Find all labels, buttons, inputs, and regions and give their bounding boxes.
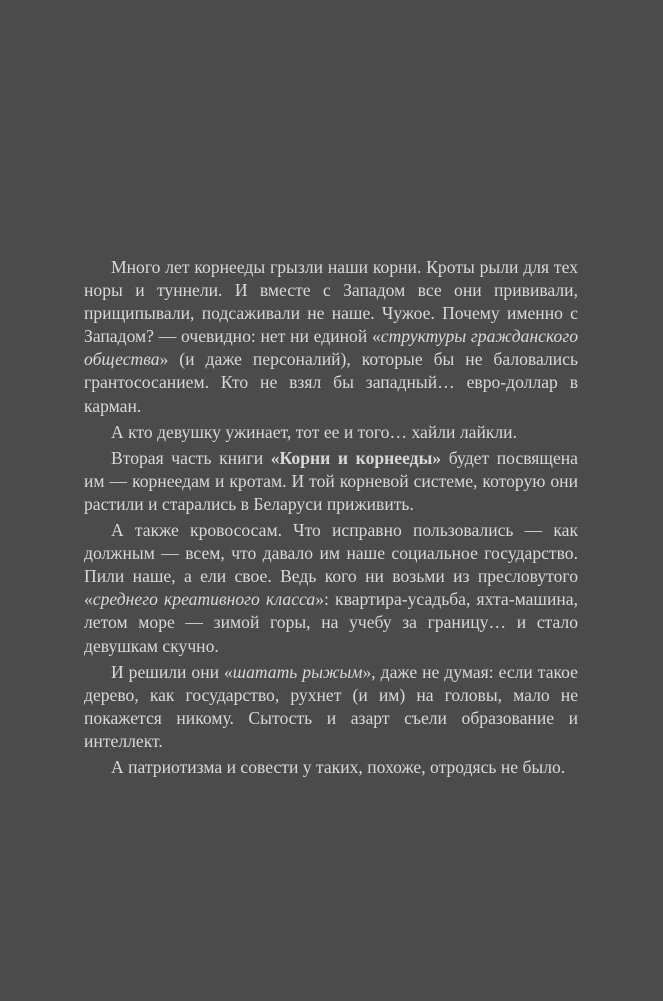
paragraph-text: Много лет корнееды грызли наши корни. Кроты рыли для тех норы и туннели. И вместе с Западом все они прививали, прищипывали, подсаживали не наше. Чужое. Почему именно с Западом? — очевидно: нет ни единой « [84, 257, 578, 347]
paragraph-6 [84, 756, 578, 779]
paragraph-5 [84, 661, 578, 753]
paragraph-1 [84, 256, 578, 418]
book-title-bold: «Корни и корнееды» [270, 447, 442, 468]
paragraph-text: И решили они « [111, 661, 233, 682]
paragraph-text: А также кровососам. Что исправно пользовались — как должным — всем, что давало им наше социальное государство. Пили наше, а ели свое. Ведь кого ни возьми из пресловутого « [84, 520, 578, 610]
paragraph-4 [84, 519, 578, 658]
italic-phrase: структуры гражданского общества [84, 326, 579, 370]
paragraph-text: » (и даже персоналий), которые бы не баловались грантососанием. Кто не взял бы западный… евро-доллар в карман. [84, 349, 578, 416]
italic-phrase: среднего креативного класса [92, 589, 316, 610]
paragraph-3 [84, 447, 578, 516]
italic-phrase: шатать рыжым [232, 661, 363, 682]
text-block [84, 256, 578, 782]
paragraph-text: Вторая часть книги [111, 447, 271, 468]
paragraph-text: А кто девушку ужинает, тот ее и того… хайли лайкли. [111, 421, 517, 442]
paragraph-2 [84, 421, 578, 444]
paragraph-text: »: квартира-усадьба, яхта-машина, летом море — зимой горы, на учебу за границу… и стало девушкам скучно. [84, 589, 578, 656]
paragraph-text: будет посвящена им — корнеедам и кротам. И той корневой системе, которую они растили и старались в Беларуси приживить. [84, 447, 578, 514]
paragraph-text: А патриотизма и совести у таких, похоже, отродясь не было. [111, 756, 566, 777]
paragraph-text: », даже не думая: если такое дерево, как государство, рухнет (и им) на головы, мало не покажется никому. Сытость и азарт съели образование и интеллект. [84, 661, 578, 751]
